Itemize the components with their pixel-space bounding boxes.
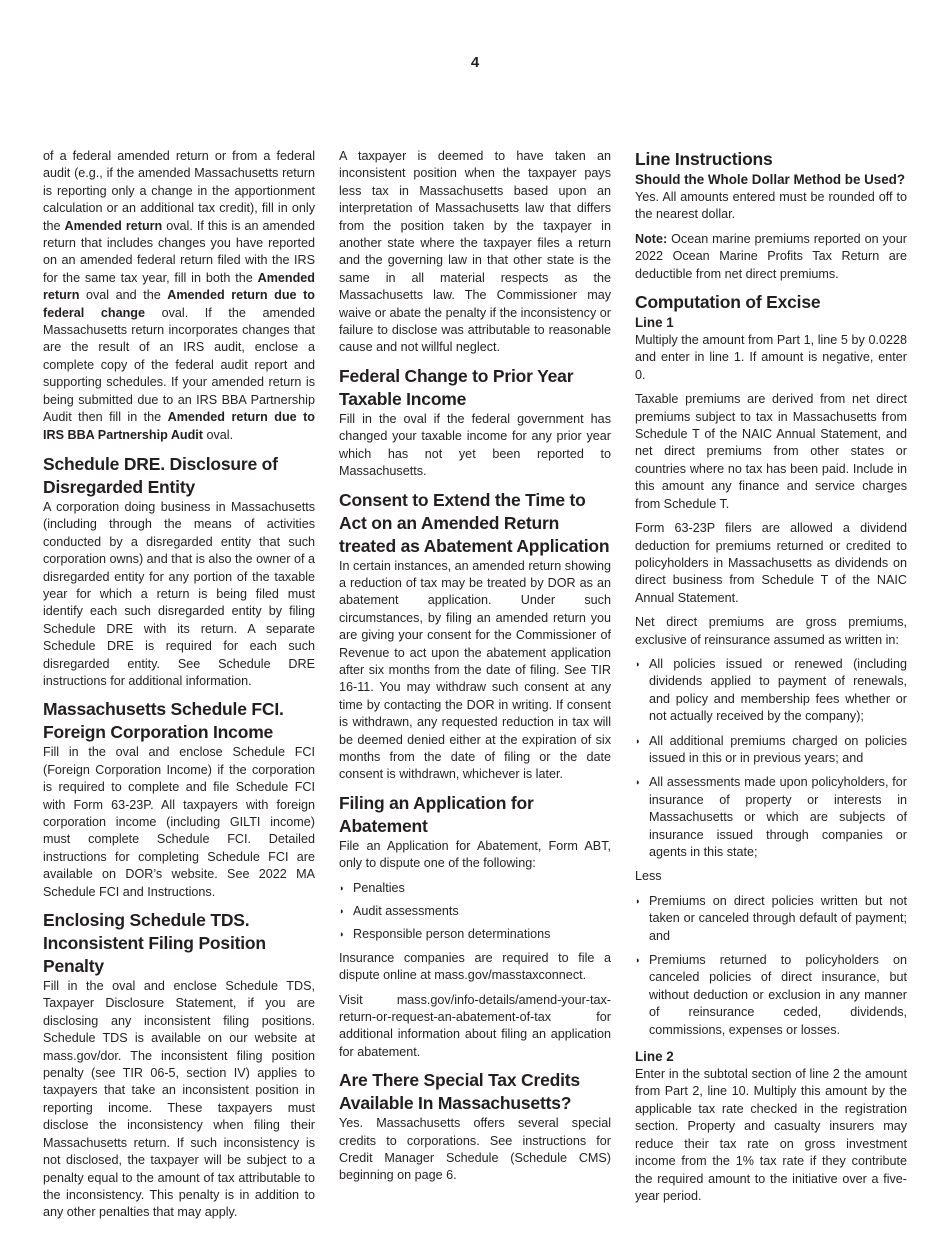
bullet-icon: ◗ [635, 735, 641, 746]
whole-dollar-paragraph: Yes. All amounts entered must be rounded off to the nearest dollar. [635, 190, 907, 222]
bullet-icon: ◗ [339, 906, 345, 916]
line-1-paragraph: Multiply the amount from Part 1, line 5 by 0.0228 and enter in line 1. If amount is negative, enter 0. [635, 333, 907, 382]
less-label: Less [635, 869, 662, 884]
column-3 [635, 148, 907, 1212]
consent-extend-paragraph: In certain instances, an amended return showing a reduction of tax may be treated by DOR as an abatement application. Under such circumstances, by filing an amended return you are giving your consent for the Commissioner of Revenue to act upon the abatement application after six months from the date of filing. See TIR 16-11. You may withdraw such consent at any time by contacting the DOR in writing. If consent is withdrawn, any requested reduction in tax will be deemed denied either at the expiration of six months from the date of filing or the date consent is withdrawn, whichever is later. [339, 558, 611, 782]
column-2 [339, 148, 611, 1192]
net-direct-premiums-paragraph: Net direct premiums are gross premiums, exclusive of reinsurance assumed as written in: [635, 615, 907, 647]
list-item: ◗ All policies issued or renewed (including dividends applied to payment of renewals, and policy and membership fees whether or not actually received by the company); [635, 656, 907, 726]
dividend-deduction-paragraph: Form 63-23P filers are allowed a dividend deduction for premiums returned or credited to policyholders in Massachusetts as dividends on direct business from Schedule T of the NAIC Annual Statement. [635, 521, 907, 605]
list-item: ◗ Penalties [339, 880, 611, 897]
list-item: ◗ Audit assessments [339, 903, 611, 920]
page-number: 4 [470, 54, 480, 71]
bullet-icon: ◗ [635, 955, 641, 966]
heading-consent-extend: Consent to Extend the Time to Act on an Amended Return treated as Abatement Application [339, 489, 610, 556]
bullet-icon: ◗ [339, 882, 345, 893]
heading-schedule-fci: Massachusetts Schedule FCI. Foreign Corporation Income [43, 699, 284, 743]
list-item: ◗ Responsible person determinations [339, 926, 611, 943]
schedule-tds-paragraph: Fill in the oval and enclose Schedule TDS, Taxpayer Disclosure Statement, if you are disclosing any inconsistent filing positions. Schedule TDS is available on our website at mass.gov/dor. The inconsistent filing position penalty (see TIR 06-5, section IV) applies to taxpayers that take an inconsistent position in reporting income. These taxpayers must disclose the inconsistency when filing their Massachusetts return. If such inconsistency is not disclosed, the taxpayer will be subject to a penalty equal to the amount of tax attributable to the inconsistency. This penalty is in addition to any other penalties that may apply. [43, 979, 315, 1220]
amended-return-paragraph: of a federal amended return or from a federal audit (e.g., if the amended Massachusetts return is reporting only a change in the apportionment calculation or an additional tax credit), fill in only the Amended return oval. If this is an amended return that includes changes you have reported on an amended federal return filed with the IRS for the same tax year, fill in both the Amended return oval and the Amended return due to federal change oval. If the amended Massachusetts return incorporates changes that are the result of an IRS audit, enclose a complete copy of the federal audit report and supporting schedules. If your amended return is being submitted due to an IRS BBA Partnership Audit then fill in the Amended return due to IRS BBA Partnership Audit oval. [43, 149, 316, 442]
subheading-line-1: Line 1 [635, 315, 674, 331]
heading-schedule-dre: Schedule DRE. Disclosure of Disregarded Entity [43, 453, 278, 497]
special-credits-paragraph: Yes. Massachusetts offers several special credits to corporations. See instructions for Credit Manager Schedule (Schedule CMS) beginning on page 6. [339, 1116, 611, 1183]
schedule-fci-paragraph: Fill in the oval and enclose Schedule FCI (Foreign Corporation Income) if the corporation is required to complete and file Schedule FCI with Form 63-23P. All taxpayers with foreign corporation income (including GILTI income) must complete Schedule FCI. Detailed instructions for completing Schedule FCI are available on DOR’s website. See 2022 MA Schedule FCI and Instructions. [43, 745, 315, 899]
heading-federal-change: Federal Change to Prior Year Taxable Income [339, 365, 574, 409]
abatement-list [339, 880, 611, 944]
heading-special-credits: Are There Special Tax Credits Available In Massachusetts? [339, 1070, 580, 1114]
online-dispute-paragraph: Insurance companies are required to file a dispute online at mass.gov/masstaxconnect. [339, 950, 611, 983]
line-2-paragraph: Enter in the subtotal section of line 2 the amount from Part 2, line 10. Multiply this amount by the applicable tax rate checked in the registration section. Property and casualty insurers may reduce their tax rate on gross investment income from the 1% tax rate if they contribute the required amount to the initiative over a five-year period. [635, 1067, 907, 1203]
subheading-line-2: Line 2 [635, 1049, 674, 1065]
note-paragraph: Note: Ocean marine premiums reported on your 2022 Ocean Marine Profits Tax Return are deductible from net direct premiums. [635, 231, 907, 281]
list-item: ◗ All additional premiums charged on policies issued in this or in previous years; and [635, 733, 907, 768]
subheading-whole-dollar: Should the Whole Dollar Method be Used? [635, 172, 906, 187]
bullet-icon: ◗ [635, 777, 641, 788]
heading-computation-excise: Computation of Excise [635, 292, 821, 313]
list-item: ◗ All assessments made upon policyholders, for insurance of property or interests in Massachusetts or which are subjects of insurance issued through companies or agents in this state; [635, 774, 907, 861]
column-1 [43, 148, 315, 1229]
heading-line-instructions: Line Instructions [635, 149, 773, 169]
abatement-paragraph: File an Application for Abatement, Form ABT, only to dispute one of the following: [339, 838, 611, 871]
visit-link-paragraph: Visit mass.gov/info-details/amend-your-tax-return-or-request-an-abatement-of-tax for additional information about filing an application for abatement. [339, 992, 611, 1059]
heading-abatement: Filing an Application for Abatement [339, 792, 534, 836]
taxable-premiums-paragraph: Taxable premiums are derived from net direct premiums subject to tax in Massachusetts from Schedule T of the NAIC Annual Statement, and net direct premiums from other states or countries where no tax has been paid. Include in this amount any finance and service charges from Schedule T. [635, 392, 907, 511]
federal-change-paragraph: Fill in the oval if the federal government has changed your taxable income for any prior year which has not yet been reported to Massachusetts. [339, 411, 611, 479]
bullet-icon: ◗ [635, 658, 641, 669]
bullet-icon: ◗ [339, 929, 345, 940]
heading-schedule-tds: Enclosing Schedule TDS. Inconsistent Filing Position Penalty [43, 910, 266, 977]
inconsistent-position-paragraph: A taxpayer is deemed to have taken an inconsistent position when the taxpayer pays less tax in Massachusetts based upon an interpretation of Massachusetts law that differs from the position taken by the taxpayer in another state where the taxpayer files a return and the governing law in that other state is the same in all material respects as the Massachusetts law. The Commissioner may waive or abate the penalty if the inconsistency or failure to disclose was attributable to reasonable cause and not willful neglect. [339, 149, 611, 355]
bullet-icon: ◗ [635, 895, 641, 906]
list-item: ◗ Premiums returned to policyholders on canceled policies of direct insurance, but without deduction or exclusion in any manner of reinsurance ceded, dividends, commissions, expenses or losses. [635, 952, 907, 1039]
schedule-dre-paragraph: A corporation doing business in Massachusetts (including through the means of activities conducted by a disregarded entity that such corporation owns) and that is also the owner of a disregarded entity for any portion of the taxable year for which a return is being filed must identify each such disregarded entity by filing Schedule DRE with its return. A separate Schedule DRE is required for each such disregarded entity. See Schedule DRE instructions for additional information. [43, 499, 315, 688]
list-item: ◗ Premiums on direct policies written but not taken or canceled through default of payment; and [635, 893, 907, 945]
